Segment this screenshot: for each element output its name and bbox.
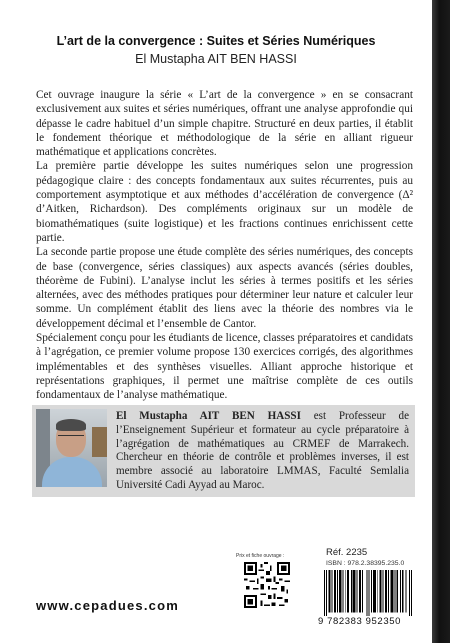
description-paragraph: Spécialement conçu pour les étudiants de licence, classes préparatoires et candidats à l’agrégation, ce premier volume propose 130 exercices corrigés, des algorithmes implémentables et des synthèses visuelles. Alliant approche historique et représentations graphiques, il permet une maîtrise complète de ces outils fondamentaux de l’analyse mathématique. <box>36 332 413 402</box>
publisher-website: www.cepadues.com <box>36 598 179 613</box>
qr-code-icon <box>244 562 290 608</box>
reference-number: Réf. 2235 <box>326 547 368 558</box>
author-photo <box>36 409 107 487</box>
description-paragraph: Cet ouvrage inaugure la série « L’art de la convergence » en se consacrant exclusivement aux suites et séries numériques, offrant une analyse approfondie qui dépasse le cadre habituel d’un simple chapitre. Structuré en deux parties, il établit le fondement théorique et méthodologique de la série en alliant rigueur mathématique et applications concrètes. <box>36 89 413 159</box>
description <box>36 88 413 403</box>
description-paragraph: La seconde partie propose une étude complète des séries numériques, des concepts de base (convergence, séries classiques) aux aspects avancés (séries doubles, théorème de Fubini). L’analyse inclut les séries à termes positifs et les séries alternées, avec des méthodes pratiques pour déterminer leur nature et calculer leur somme. Un complément établit des liens avec la théorie des nombres via le développement décimal et l’ensemble de Cantor. <box>36 246 413 330</box>
barcode-number: 9 782383 952350 <box>318 616 401 627</box>
author-bio-name: El Mustapha AIT BEN HASSI <box>116 410 301 422</box>
isbn: ISBN : 978.2.38395.235.0 <box>326 560 405 567</box>
author-bio <box>116 410 409 493</box>
prix-label: Prix et fiche ouvrage : <box>236 553 285 559</box>
book-author: El Mustapha AIT BEN HASSI <box>135 52 297 66</box>
author-bio-text: est Professeur de l’Enseignement Supérieur et formateur au cycle préparatoire à l’agrégation de mathématiques au CRMEF de Marrakech. Chercheur en théorie de contrôle et problèmes inverses, il est membre associé au laboratoire LMMAS, Faculté Semlalia Université Cadi Ayyad au Maroc. <box>116 410 409 491</box>
barcode-icon <box>324 570 412 616</box>
book-edge <box>432 0 450 643</box>
description-paragraph: La première partie développe les suites numériques selon une progression pédagogique claire : des concepts fondamentaux aux suites récurrentes, puis au comportement asymptotique et aux méthodes d’accélération de convergence (Δ² d’Aitken, Richardson). Des compléments originaux sur un modèle de biomathématiques (suite logistique) et les fractions continues enrichissent cette partie. <box>36 160 413 244</box>
book-title: L’art de la convergence : Suites et Séries Numériques <box>56 34 376 48</box>
